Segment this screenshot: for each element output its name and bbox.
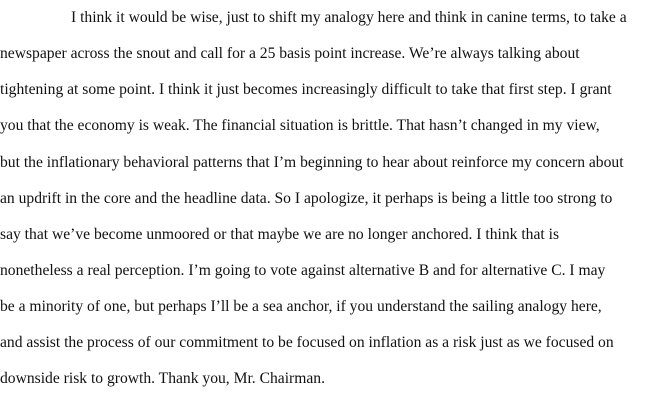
text-line-7: say that we’ve become unmoored or that maybe we are no longer anchored. I think that is [0,226,560,243]
text-line-6: an updrift in the core and the headline data. So I apologize, it perhaps is being a little too strong to [0,190,613,207]
text-line-8: nonetheless a real perception. I’m going to vote against alternative B and for alternative C. I may [0,262,606,279]
text-line-10: and assist the process of our commitment to be focused on inflation as a risk just as we focused on [0,334,614,351]
text-line-4: you that the economy is weak. The financial situation is brittle. That hasn’t changed in my view, [0,117,600,134]
text-line-5: but the inflationary behavioral patterns that I’m beginning to hear about reinforce my concern about [0,154,624,171]
text-line-2: newspaper across the snout and call for a 25 basis point increase. We’re always talking about [0,45,580,62]
text-line-9: be a minority of one, but perhaps I’ll be a sea anchor, if you understand the sailing analogy here, [0,298,602,315]
text-line-1: I think it would be wise, just to shift my analogy here and think in canine terms, to take a [71,9,627,26]
text-line-3: tightening at some point. I think it just becomes increasingly difficult to take that first step. I grant [0,81,612,98]
text-line-11: downside risk to growth. Thank you, Mr. Chairman. [0,370,325,387]
